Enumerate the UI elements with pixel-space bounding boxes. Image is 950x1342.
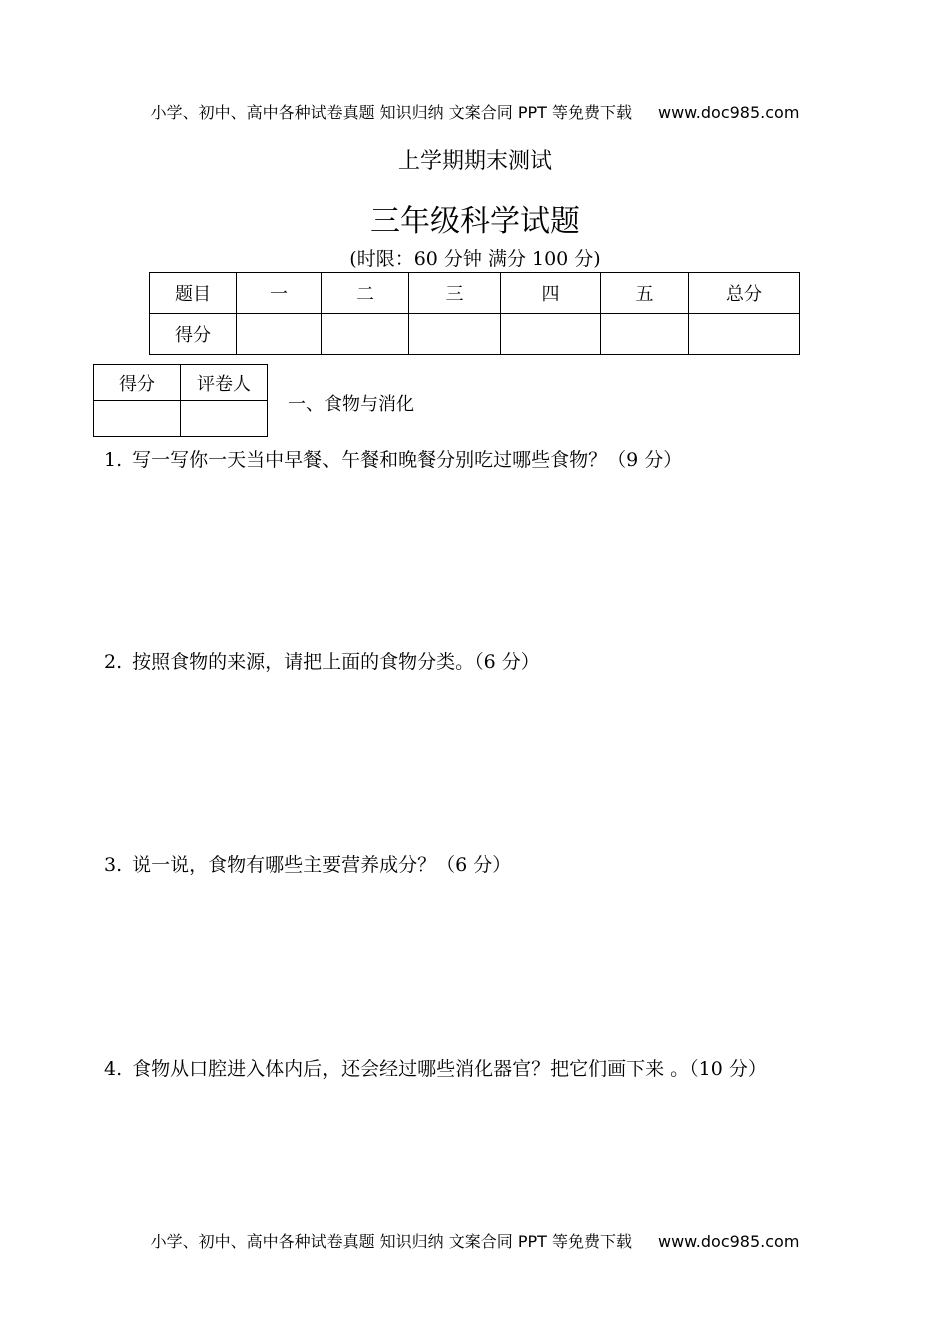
question-2 bbox=[104, 648, 849, 677]
footer-banner bbox=[0, 1229, 950, 1252]
grader-score-cell[interactable] bbox=[94, 401, 181, 437]
score-cell[interactable] bbox=[322, 314, 409, 355]
banner-text: 小学、初中、高中各种试卷真题 知识归纳 文案合同 PPT 等免费下载 bbox=[150, 103, 632, 122]
question-1 bbox=[104, 446, 849, 475]
question-number: 3. bbox=[104, 854, 123, 876]
score-header-cell: 总分 bbox=[689, 273, 800, 314]
score-header-cell: 二 bbox=[322, 273, 409, 314]
question-text: 按照食物的来源，请把上面的食物分类。（6 分） bbox=[132, 651, 540, 673]
score-header-cell: 四 bbox=[501, 273, 601, 314]
exam-subtitle: 上学期期末测试 bbox=[397, 149, 552, 174]
exam-title: 三年级科学试题 bbox=[370, 204, 580, 239]
question-4 bbox=[104, 1055, 849, 1084]
score-table bbox=[149, 272, 800, 355]
question-3 bbox=[104, 851, 849, 880]
question-number: 1. bbox=[104, 449, 123, 471]
score-cell[interactable] bbox=[501, 314, 601, 355]
question-text: 说一说，食物有哪些主要营养成分？（6 分） bbox=[132, 854, 512, 876]
score-cell[interactable] bbox=[237, 314, 322, 355]
question-text: 写一写你一天当中早餐、午餐和晚餐分别吃过哪些食物？（9 分） bbox=[132, 449, 683, 471]
score-row-label: 得分 bbox=[150, 314, 237, 355]
header-banner bbox=[0, 100, 950, 123]
score-header-cell: 一 bbox=[237, 273, 322, 314]
grader-name-label: 评卷人 bbox=[181, 365, 268, 401]
exam-time-info: (时限：60 分钟 满分 100 分) bbox=[349, 248, 601, 270]
banner-site: www.doc985.com bbox=[658, 1232, 800, 1251]
score-table-score-row bbox=[150, 314, 800, 355]
score-cell[interactable] bbox=[689, 314, 800, 355]
banner-site: www.doc985.com bbox=[658, 103, 800, 122]
score-cell[interactable] bbox=[601, 314, 689, 355]
grader-table-header-row bbox=[94, 365, 268, 401]
score-cell[interactable] bbox=[409, 314, 501, 355]
score-header-cell: 三 bbox=[409, 273, 501, 314]
score-header-cell: 五 bbox=[601, 273, 689, 314]
section-title: 一、食物与消化 bbox=[288, 394, 414, 415]
grader-score-label: 得分 bbox=[94, 365, 181, 401]
grader-table bbox=[93, 364, 268, 437]
question-number: 2. bbox=[104, 651, 123, 673]
question-number: 4. bbox=[104, 1058, 123, 1080]
score-header-cell: 题目 bbox=[150, 273, 237, 314]
score-table-header-row bbox=[150, 273, 800, 314]
grader-name-cell[interactable] bbox=[181, 401, 268, 437]
banner-text: 小学、初中、高中各种试卷真题 知识归纳 文案合同 PPT 等免费下载 bbox=[150, 1232, 632, 1251]
grader-table-input-row bbox=[94, 401, 268, 437]
question-text: 食物从口腔进入体内后，还会经过哪些消化器官？把它们画下来 。（10 分） bbox=[132, 1058, 767, 1080]
